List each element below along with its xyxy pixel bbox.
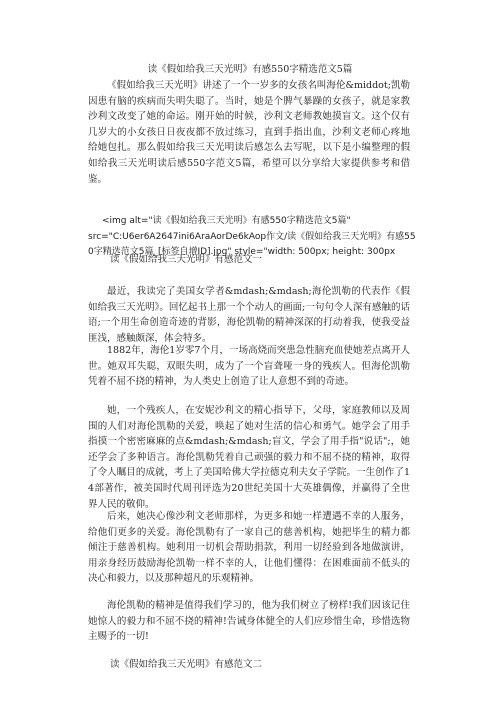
section-heading-1: 读《假如给我三天光明》有感范文一 bbox=[110, 254, 263, 265]
body-paragraph-4: 后来，她决心像沙利文老师那样，为更多和她一样遭遇不幸的人服务，给他们更多的关爱。海伦凯勒有了一家自己的慈善机构，她把毕生的精力都倾注于慈善机构。她利用一切机会帮助捐款，利用一切经验到各地做演讲，用亲身经历鼓励海伦凯勒一样不幸的人，让他们懂得：在困难面前不低头的决心和毅力，以及那种超凡的乐观精神。 bbox=[88, 511, 410, 585]
intro-paragraph: 《假如给我三天光明》讲述了一个一岁多的女孩名叫海伦&middot;凯勒因患有脑的疾病而失明失聪了。当时，她是个脾气暴躁的女孩子，就是家教沙利文改变了她的命运。刚开始的时候，沙利文老师教她摸盲文。这个仅有几岁大的小女孩日日夜夜都不放过练习，直到手指出血，沙利文老师心疼地给她包扎。那么假如给我三天光明读后感怎么去写呢，以下是小编整理的假如给我三天光明读后感550字范文5篇，希望可以分享给大家提供参考和借鉴。 bbox=[88, 80, 410, 185]
body-paragraph-1: 最近，我读完了美国女学者&mdash;&mdash;海伦凯勒的代表作《假如给我三天光明》。回忆起书上那一个个动人的画面;一句句令人深有感触的话语;一个用生命创造奇迹的背影，海伦凯勒的精神深深的打动着我，使我受益匪浅，感触颇深，体会特多。 bbox=[88, 286, 410, 344]
document-title: 读《假如给我三天光明》有感550字精选范文5篇 bbox=[147, 64, 353, 75]
body-paragraph-5: 海伦凯勒的精神是值得我们学习的，他为我们树立了榜样!我们因该记住她惊人的毅力和不屈不挠的精神!告诫身体健全的人们应珍惜生命，珍惜选物主赐予的一切! bbox=[88, 600, 410, 643]
image-code-line-2: src="C:U6er6A2647ini6AraAorDe6kAop作文/读《假如给我三天光明》有感550字精选范文5篇_[标签自增ID].jpg" style="width: 500px; height: 300px bbox=[88, 231, 416, 258]
image-code-line-1: <img alt="读《假如给我三天光明》有感550字精选范文5篇" bbox=[102, 216, 351, 226]
body-paragraph-2: 1882年，海伦1岁零7个月，一场高烧而突患急性脑充血使她差点离开人世。她双耳失聪，双眼失明，成为了一个盲聋哑一身的残疾人。但海伦凯勒凭着不屈不挠的精神，为人类史上创造了让人意想不到的奇迹。 bbox=[88, 345, 410, 388]
section-heading-2: 读《假如给我三天光明》有感范文二 bbox=[110, 659, 263, 670]
body-paragraph-3: 她，一个残疾人，在安妮沙利文的精心指导下，父母，家庭教师以及周围的人们对海伦凯勒的关爱，唤起了她对生活的信心和勇气。她学会了用手指摸一个密密麻麻的点&mdash;&mdash;盲文，学会了用手指"说话";，她还学会了多种语言。海伦凯勒凭着自己顽强的毅力和不屈不挠的精神，取得了令人瞩目的成就，考上了美国哈佛大学拉德克利夫女子学院。一生创作了14部著作，被美国时代周刊评选为20世纪美国十大英雄偶像，并赢得了全世界人民的敬仰。 bbox=[88, 405, 410, 510]
